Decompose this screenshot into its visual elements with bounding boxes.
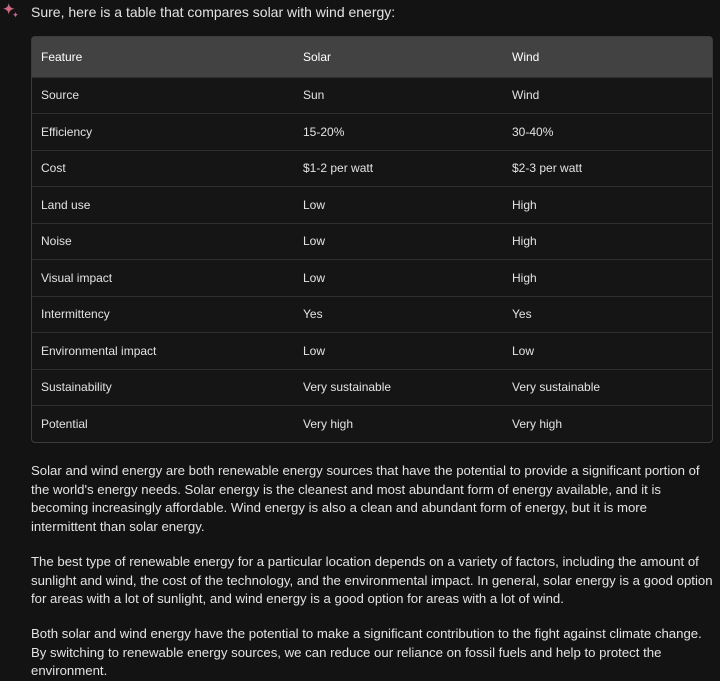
feature-cell: Sustainability (41, 380, 112, 395)
solar-cell: Low (303, 197, 326, 212)
solar-cell: Low (303, 343, 326, 358)
table-row (32, 296, 712, 333)
table-row (32, 187, 712, 224)
wind-cell: Wind (512, 88, 540, 103)
comparison-table (31, 36, 713, 443)
solar-cell: Very sustainable (303, 380, 392, 395)
feature-cell: Environmental impact (41, 343, 157, 358)
feature-cell: Efficiency (41, 124, 93, 139)
solar-cell: Very high (303, 417, 354, 431)
table-row (32, 369, 712, 406)
wind-cell: Yes (512, 307, 532, 322)
wind-cell: High (512, 270, 537, 285)
feature-cell: Land use (41, 197, 91, 212)
table-row (32, 406, 712, 443)
table-row (32, 114, 712, 151)
header-wind: Wind (512, 49, 540, 64)
feature-cell: Intermittency (41, 307, 110, 322)
paragraph-best-type: The best type of renewable energy for a particular location depends on a variety of factors, including the amount of sunlight and wind, the cost of the technology, and the environmental impact. In general, solar energy is a good option for areas with a lot of sunlight, and wind energy is a good option for areas with a lot of wind. (31, 554, 713, 606)
solar-cell: Low (303, 234, 326, 249)
response-intro: Sure, here is a table that compares solar with wind energy: (31, 4, 396, 20)
wind-cell: $2-3 per watt (512, 161, 583, 176)
paragraph-climate: Both solar and wind energy have the potential to make a significant contribution to the fight against climate change. By switching to renewable energy sources, we can reduce our reliance on fossil fuels and help to protect the environment. (31, 626, 702, 678)
wind-cell: Low (512, 343, 535, 358)
paragraph-overview: Solar and wind energy are both renewable energy sources that have the potential to provide a significant portion of the world's energy needs. Solar energy is the cleanest and most abundant form of energy available, and it is becoming increasingly affordable. Wind energy is also a clean and abundant form of energy, but it is more intermittent than solar energy. (31, 463, 700, 534)
solar-cell: Low (303, 270, 326, 285)
feature-cell: Cost (41, 161, 66, 176)
wind-cell: 30-40% (512, 124, 554, 139)
solar-cell: $1-2 per watt (303, 161, 374, 176)
table-row (32, 150, 712, 187)
wind-cell: Very high (512, 417, 563, 431)
table-row (32, 260, 712, 297)
feature-cell: Potential (41, 417, 88, 431)
feature-cell: Noise (41, 234, 72, 249)
header-feature: Feature (41, 49, 83, 64)
table-header-row (32, 37, 712, 77)
solar-cell: Sun (303, 88, 325, 103)
wind-cell: High (512, 234, 537, 249)
header-solar: Solar (303, 49, 332, 64)
table-row (32, 333, 712, 370)
sparkle-icon (2, 2, 20, 20)
wind-cell: Very sustainable (512, 380, 601, 395)
solar-cell: Yes (303, 307, 323, 322)
table-row (32, 223, 712, 260)
feature-cell: Visual impact (41, 270, 113, 285)
feature-cell: Source (41, 88, 80, 103)
solar-cell: 15-20% (303, 124, 345, 139)
table-row (32, 77, 712, 114)
wind-cell: High (512, 197, 537, 212)
